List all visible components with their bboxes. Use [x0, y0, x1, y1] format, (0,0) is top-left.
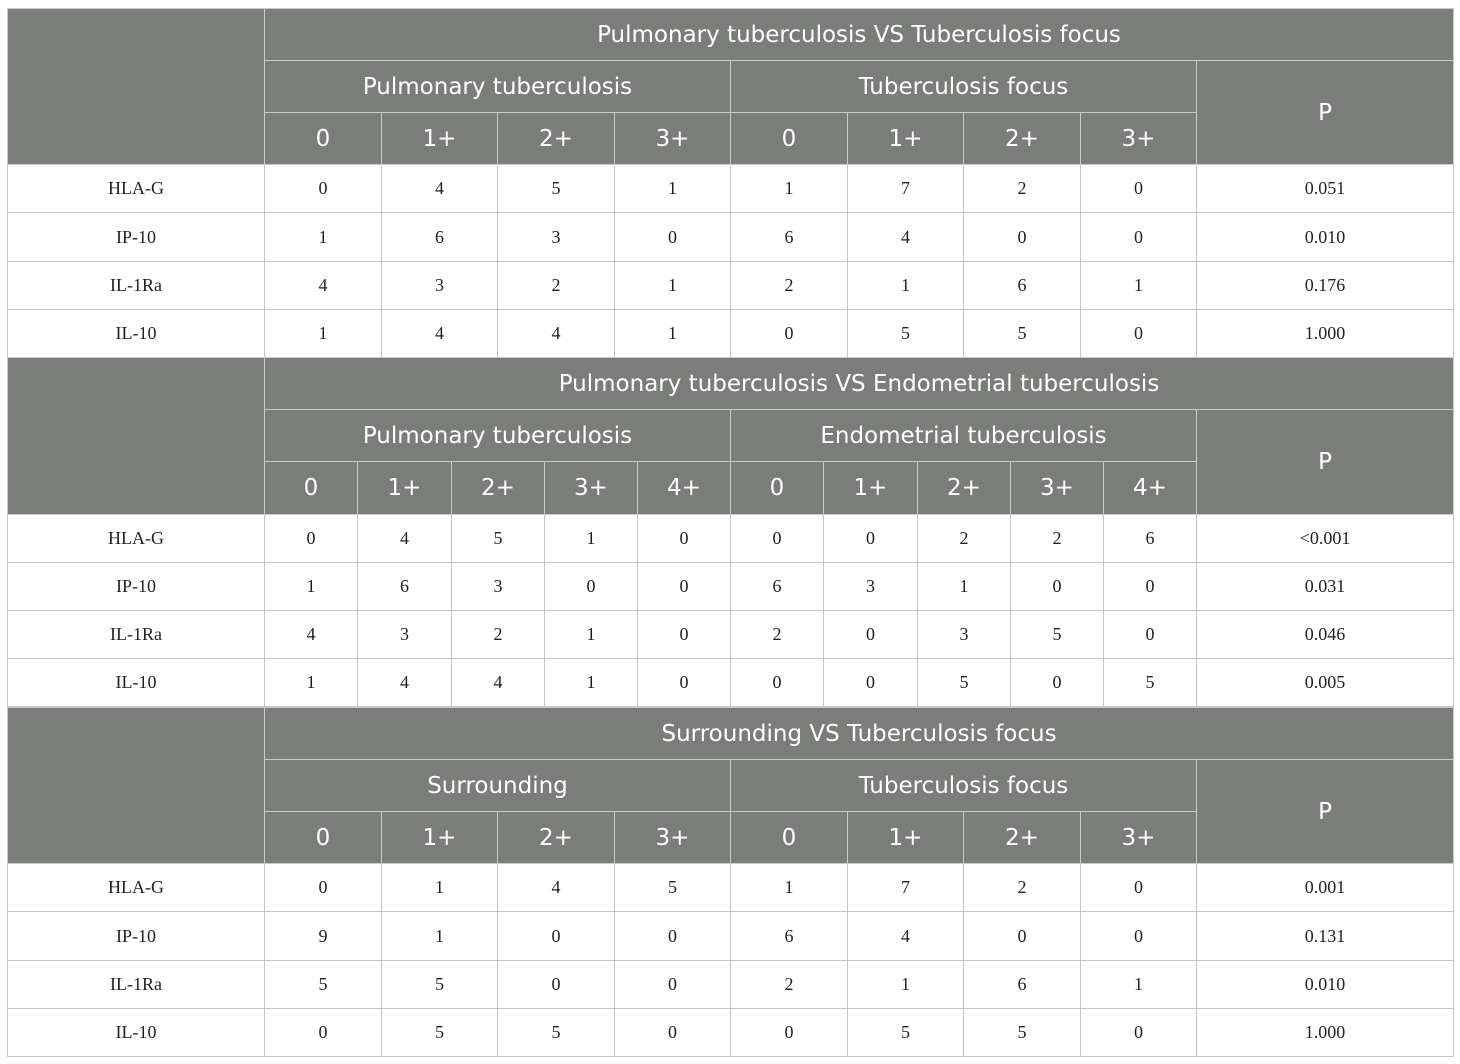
grade-header: 1+: [824, 462, 918, 515]
marker-label: IP-10: [8, 563, 265, 611]
count-cell: 0: [498, 912, 615, 961]
count-cell: 3: [498, 213, 615, 262]
count-cell: 0: [615, 961, 731, 1009]
count-cell: 4: [265, 262, 382, 310]
count-cell: 4: [358, 515, 452, 563]
header-blank-cell: [8, 708, 265, 864]
count-cell: 1: [918, 563, 1011, 611]
count-cell: 0: [1011, 563, 1104, 611]
header-blank-cell: [8, 9, 265, 165]
count-cell: 1: [731, 864, 848, 912]
table-row: [8, 961, 1454, 1009]
count-cell: 0: [1081, 165, 1197, 213]
count-cell: 9: [265, 912, 382, 961]
count-cell: 3: [382, 262, 498, 310]
count-cell: 0: [731, 310, 848, 358]
count-cell: 0: [1011, 659, 1104, 707]
count-cell: 5: [382, 961, 498, 1009]
count-cell: 1: [615, 310, 731, 358]
marker-label: IL-1Ra: [8, 262, 265, 310]
count-cell: 1: [731, 165, 848, 213]
count-cell: 1: [382, 912, 498, 961]
table-row: [8, 165, 1454, 213]
count-cell: 4: [382, 310, 498, 358]
count-cell: 0: [265, 165, 382, 213]
count-cell: 1: [265, 659, 358, 707]
count-cell: 2: [452, 611, 545, 659]
marker-label: HLA-G: [8, 515, 265, 563]
p-value-cell: 1.000: [1197, 1009, 1454, 1057]
count-cell: 0: [638, 563, 731, 611]
table-row: [8, 262, 1454, 310]
count-cell: 0: [638, 515, 731, 563]
count-cell: 0: [824, 611, 918, 659]
comparison-title: Pulmonary tuberculosis VS Tuberculosis focus: [265, 9, 1454, 61]
p-value-cell: 0.176: [1197, 262, 1454, 310]
count-cell: 1: [848, 961, 964, 1009]
count-cell: 5: [1011, 611, 1104, 659]
count-cell: 0: [731, 659, 824, 707]
grade-header: 0: [265, 462, 358, 515]
grade-header: 3+: [1081, 812, 1197, 864]
p-value-cell: 0.010: [1197, 961, 1454, 1009]
grade-header: 0: [265, 812, 382, 864]
count-cell: 4: [848, 213, 964, 262]
grade-header: 3+: [615, 812, 731, 864]
grade-header: 1+: [382, 113, 498, 165]
comparison-title: Surrounding VS Tuberculosis focus: [265, 708, 1454, 760]
grade-header: 3+: [1011, 462, 1104, 515]
count-cell: 0: [1104, 611, 1197, 659]
count-cell: 1: [382, 864, 498, 912]
count-cell: 4: [498, 864, 615, 912]
count-cell: 1: [848, 262, 964, 310]
count-cell: 3: [358, 611, 452, 659]
count-cell: 4: [848, 912, 964, 961]
count-cell: 4: [265, 611, 358, 659]
count-cell: 0: [1081, 213, 1197, 262]
count-cell: 5: [1104, 659, 1197, 707]
count-cell: 1: [265, 563, 358, 611]
count-cell: 5: [918, 659, 1011, 707]
count-cell: 4: [452, 659, 545, 707]
count-cell: 3: [918, 611, 1011, 659]
count-cell: 6: [731, 912, 848, 961]
count-cell: 3: [824, 563, 918, 611]
p-value-cell: 0.001: [1197, 864, 1454, 912]
count-cell: 5: [382, 1009, 498, 1057]
count-cell: 1: [265, 310, 382, 358]
grade-header: 0: [265, 113, 382, 165]
count-cell: 6: [358, 563, 452, 611]
count-cell: 0: [638, 611, 731, 659]
grade-header: 3+: [615, 113, 731, 165]
table-row: [8, 659, 1454, 707]
count-cell: 0: [498, 961, 615, 1009]
count-cell: 0: [1081, 1009, 1197, 1057]
count-cell: 0: [824, 659, 918, 707]
group-b-header: Endometrial tuberculosis: [731, 410, 1197, 462]
group-b-header: Tuberculosis focus: [731, 61, 1197, 113]
count-cell: 1: [545, 611, 638, 659]
count-cell: 1: [615, 165, 731, 213]
marker-label: HLA-G: [8, 165, 265, 213]
count-cell: 1: [1081, 262, 1197, 310]
p-value-cell: <0.001: [1197, 515, 1454, 563]
count-cell: 5: [452, 515, 545, 563]
marker-label: IP-10: [8, 213, 265, 262]
count-cell: 5: [964, 310, 1081, 358]
count-cell: 0: [615, 912, 731, 961]
p-value-header: P: [1197, 410, 1454, 515]
marker-label: IP-10: [8, 912, 265, 961]
marker-label: HLA-G: [8, 864, 265, 912]
grade-header: 4+: [638, 462, 731, 515]
grade-header: 2+: [498, 113, 615, 165]
count-cell: 0: [731, 515, 824, 563]
table-row: [8, 563, 1454, 611]
marker-label: IL-1Ra: [8, 961, 265, 1009]
comparison-title: Pulmonary tuberculosis VS Endometrial tuberculosis: [265, 358, 1454, 410]
grade-header: 3+: [1081, 113, 1197, 165]
marker-label: IL-10: [8, 310, 265, 358]
count-cell: 4: [498, 310, 615, 358]
count-cell: 0: [731, 1009, 848, 1057]
count-cell: 6: [731, 563, 824, 611]
grade-header: 4+: [1104, 462, 1197, 515]
grade-header: 0: [731, 113, 848, 165]
group-a-header: Pulmonary tuberculosis: [265, 410, 731, 462]
count-cell: 7: [848, 165, 964, 213]
count-cell: 2: [731, 961, 848, 1009]
grade-header: 0: [731, 812, 848, 864]
count-cell: 5: [498, 1009, 615, 1057]
count-cell: 2: [1011, 515, 1104, 563]
grade-header: 2+: [498, 812, 615, 864]
comparison-table-pulmonary-vs-focus: [7, 8, 1454, 358]
table-row: [8, 310, 1454, 358]
count-cell: 4: [358, 659, 452, 707]
comparison-table-pulmonary-vs-endometrial: [7, 357, 1454, 707]
marker-label: IL-1Ra: [8, 611, 265, 659]
count-cell: 0: [615, 1009, 731, 1057]
count-cell: 0: [615, 213, 731, 262]
grade-header: 2+: [918, 462, 1011, 515]
count-cell: 5: [848, 310, 964, 358]
table-row: [8, 611, 1454, 659]
count-cell: 0: [265, 515, 358, 563]
count-cell: 0: [1081, 310, 1197, 358]
count-cell: 2: [964, 165, 1081, 213]
count-cell: 1: [615, 262, 731, 310]
count-cell: 6: [1104, 515, 1197, 563]
group-a-header: Pulmonary tuberculosis: [265, 61, 731, 113]
count-cell: 5: [964, 1009, 1081, 1057]
grade-header: 2+: [964, 113, 1081, 165]
count-cell: 0: [265, 1009, 382, 1057]
p-value-cell: 0.010: [1197, 213, 1454, 262]
grade-header: 0: [731, 462, 824, 515]
grade-header: 1+: [848, 113, 964, 165]
grade-header: 1+: [382, 812, 498, 864]
table-row: [8, 1009, 1454, 1057]
count-cell: 0: [638, 659, 731, 707]
grade-header: 1+: [358, 462, 452, 515]
count-cell: 0: [824, 515, 918, 563]
table-row: [8, 213, 1454, 262]
count-cell: 0: [964, 912, 1081, 961]
count-cell: 2: [964, 864, 1081, 912]
group-a-header: Surrounding: [265, 760, 731, 812]
count-cell: 0: [1081, 864, 1197, 912]
comparison-table-surrounding-vs-focus: [7, 707, 1454, 1057]
count-cell: 6: [731, 213, 848, 262]
count-cell: 0: [1081, 912, 1197, 961]
count-cell: 7: [848, 864, 964, 912]
p-value-cell: 0.031: [1197, 563, 1454, 611]
count-cell: 0: [545, 563, 638, 611]
grade-header: 2+: [964, 812, 1081, 864]
count-cell: 1: [545, 515, 638, 563]
count-cell: 2: [731, 611, 824, 659]
count-cell: 6: [964, 262, 1081, 310]
p-value-cell: 0.046: [1197, 611, 1454, 659]
count-cell: 5: [848, 1009, 964, 1057]
grade-header: 2+: [452, 462, 545, 515]
grade-header: 3+: [545, 462, 638, 515]
table-row: [8, 912, 1454, 961]
p-value-header: P: [1197, 61, 1454, 165]
p-value-header: P: [1197, 760, 1454, 864]
count-cell: 1: [1081, 961, 1197, 1009]
count-cell: 4: [382, 165, 498, 213]
group-b-header: Tuberculosis focus: [731, 760, 1197, 812]
count-cell: 6: [964, 961, 1081, 1009]
count-cell: 2: [498, 262, 615, 310]
count-cell: 0: [1104, 563, 1197, 611]
count-cell: 5: [265, 961, 382, 1009]
header-blank-cell: [8, 358, 265, 515]
count-cell: 6: [382, 213, 498, 262]
p-value-cell: 0.005: [1197, 659, 1454, 707]
count-cell: 1: [545, 659, 638, 707]
table-row: [8, 515, 1454, 563]
count-cell: 0: [265, 864, 382, 912]
p-value-cell: 1.000: [1197, 310, 1454, 358]
count-cell: 2: [918, 515, 1011, 563]
p-value-cell: 0.051: [1197, 165, 1454, 213]
count-cell: 5: [615, 864, 731, 912]
marker-label: IL-10: [8, 659, 265, 707]
count-cell: 3: [452, 563, 545, 611]
count-cell: 1: [265, 213, 382, 262]
count-cell: 0: [964, 213, 1081, 262]
marker-label: IL-10: [8, 1009, 265, 1057]
count-cell: 2: [731, 262, 848, 310]
count-cell: 5: [498, 165, 615, 213]
table-row: [8, 864, 1454, 912]
grade-header: 1+: [848, 812, 964, 864]
p-value-cell: 0.131: [1197, 912, 1454, 961]
